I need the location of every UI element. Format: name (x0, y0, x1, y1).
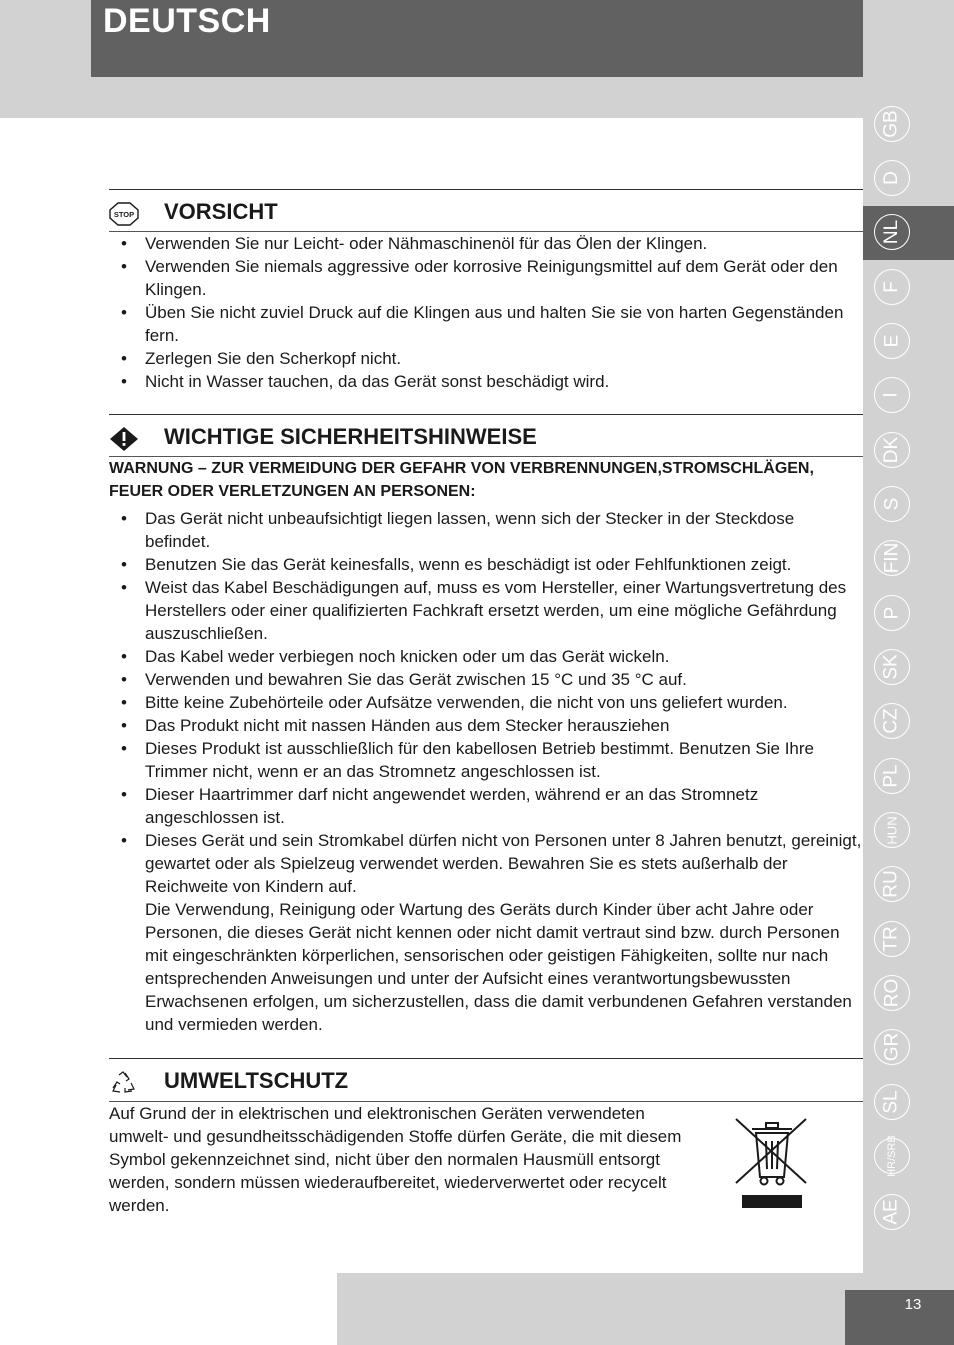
environment-text: Auf Grund der in elektrischen und elektronischen Geräten verwendeten umwelt- und gesundheitsschädigenden Stoffe dürfen Geräte, die mit diesem Symbol gekennzeichnet sind, nicht über den normalen Hausmüll entsorgt werden, sondern müssen wiederaufbereitet, wiederverwertet oder recycelt werden. (109, 1104, 682, 1215)
list-item: • Dieser Haartrimmer darf nicht angewendet werden, während er an das Stromnetz angeschlossen ist. (121, 785, 759, 827)
list-item: • Nicht in Wasser tauchen, da das Gerät sonst beschädigt wird. (121, 372, 610, 391)
lang-tab-p[interactable]: P (863, 587, 954, 641)
lang-tab-gr[interactable]: GR (863, 1021, 954, 1075)
lang-tab-ro[interactable]: RO (863, 967, 954, 1021)
environment-title: UMWELTSCHUTZ (164, 1068, 349, 1093)
caution-list (109, 232, 863, 393)
warning-text: WARNUNG – ZUR VERMEIDUNG DER GEFAHR VON VERBRENNUNGEN,STROMSCHLÄGEN, FEUER ODER VERLETZUNGEN AN PERSONEN: (109, 460, 814, 500)
list-item: • Dieses Produkt ist ausschließlich für den kabellosen Betrieb bestimmt. Benutzen Sie Ihre Trimmer nicht, wenn er an das Stromnetz angeschlossen ist. (121, 739, 814, 781)
lang-tab-hun[interactable]: HUN (863, 804, 954, 858)
lang-tab-ru[interactable]: RU (863, 858, 954, 912)
section-rule-top (109, 1058, 863, 1059)
lang-tab-ae[interactable]: AE (863, 1186, 954, 1240)
page-number-box (845, 1290, 954, 1345)
list-item: • Das Gerät nicht unbeaufsichtigt liegen lassen, wenn sich der Stecker in der Steckdose befindet. (121, 509, 795, 551)
safety-list (109, 507, 863, 1036)
list-item: • Verwenden Sie niemals aggressive oder korrosive Reinigungsmittel auf dem Gerät oder den Klingen. (121, 257, 838, 299)
lang-tab-fin[interactable]: FIN (863, 532, 954, 586)
lang-tab-dk[interactable]: DK (863, 424, 954, 478)
lang-tab-f[interactable]: F (863, 261, 954, 315)
page-title: DEUTSCH (103, 2, 271, 40)
lang-tab-cz[interactable]: CZ (863, 695, 954, 749)
list-item: • Verwenden und bewahren Sie das Gerät zwischen 15 °C und 35 °C auf. (121, 670, 687, 689)
lang-tab-d[interactable]: D (863, 152, 954, 206)
crossed-out-wheelie-bin-icon (734, 1115, 810, 1211)
svg-text:STOP: STOP (113, 210, 135, 219)
list-item: • Das Kabel weder verbiegen noch knicken oder um das Gerät wickeln. (121, 647, 670, 666)
list-item: • Das Produkt nicht mit nassen Händen aus dem Stecker herausziehen (121, 716, 670, 735)
lang-tab-e[interactable]: E (863, 315, 954, 369)
lang-tab-tr[interactable]: TR (863, 913, 954, 967)
recycle-icon (109, 1071, 139, 1095)
warning-diamond-icon (109, 427, 139, 451)
list-item: • Verwenden Sie nur Leicht- oder Nähmaschinenöl für das Ölen der Klingen. (121, 234, 708, 253)
lang-tab-gb[interactable]: GB (863, 98, 954, 152)
list-item: • Weist das Kabel Beschädigungen auf, muss es vom Hersteller, einer Wartungsvertretung des Herstellers oder einer qualifizierten Fachkraft ersetzt werden, um eine mögliche Gefährdung auszuschließen. (121, 578, 847, 643)
list-item: • Zerlegen Sie den Scherkopf nicht. (121, 349, 402, 368)
lang-tab-s[interactable]: S (863, 478, 954, 532)
list-item: • Benutzen Sie das Gerät keinesfalls, wenn es beschädigt ist oder Fehlfunktionen zeigt. (121, 555, 792, 574)
list-item: • Dieses Gerät und sein Stromkabel dürfen nicht von Personen unter 8 Jahren benutzt, gereinigt, gewartet oder als Spielzeug verwendet werden. Bewahren Sie es stets außerhalb der Reichweite von Kindern auf. (121, 831, 862, 896)
caution-header (109, 199, 863, 229)
safety-title: WICHTIGE SICHERHEITSHINWEISE (164, 424, 537, 449)
lang-tab-pl[interactable]: PL (863, 750, 954, 804)
section-rule-top (109, 189, 863, 190)
footer-band (337, 1273, 863, 1345)
environment-header (109, 1068, 863, 1098)
lang-tab-nl[interactable]: NL (863, 206, 954, 260)
lang-tab-hr-srb[interactable]: HR/SRB (863, 1130, 954, 1184)
page-number: 13 (904, 1296, 922, 1313)
list-item: • Üben Sie nicht zuviel Druck auf die Klingen aus und halten Sie sie von harten Gegenständen fern. (121, 303, 844, 345)
stop-icon (109, 202, 139, 226)
caution-title: VORSICHT (164, 199, 278, 224)
header-bar (91, 0, 863, 77)
lang-tab-sl[interactable]: SL (863, 1076, 954, 1130)
list-item-continuation: Die Verwendung, Reinigung oder Wartung des Geräts durch Kinder über acht Jahre oder Personen, die dieses Gerät nicht kennen oder nicht damit vertraut sind bzw. durch Personen mit eingeschränkten körperlichen, sensorischen oder geistigen Fähigkeiten, sollte nur nach entsprechenden Anweisungen und unter der Aufsicht eines verantwortungsbewussten Erwachsenen erfolgen, um sicherzustellen, dass die damit verbundenen Gefahren verstanden und vermieden werden. (145, 900, 852, 1034)
lang-tab-i[interactable]: I (863, 369, 954, 423)
list-item: • Bitte keine Zubehörteile oder Aufsätze verwenden, die nicht von uns geliefert wurden. (121, 693, 788, 712)
safety-header (109, 424, 863, 454)
section-rule-top (109, 414, 863, 415)
lang-tab-sk[interactable]: SK (863, 641, 954, 695)
